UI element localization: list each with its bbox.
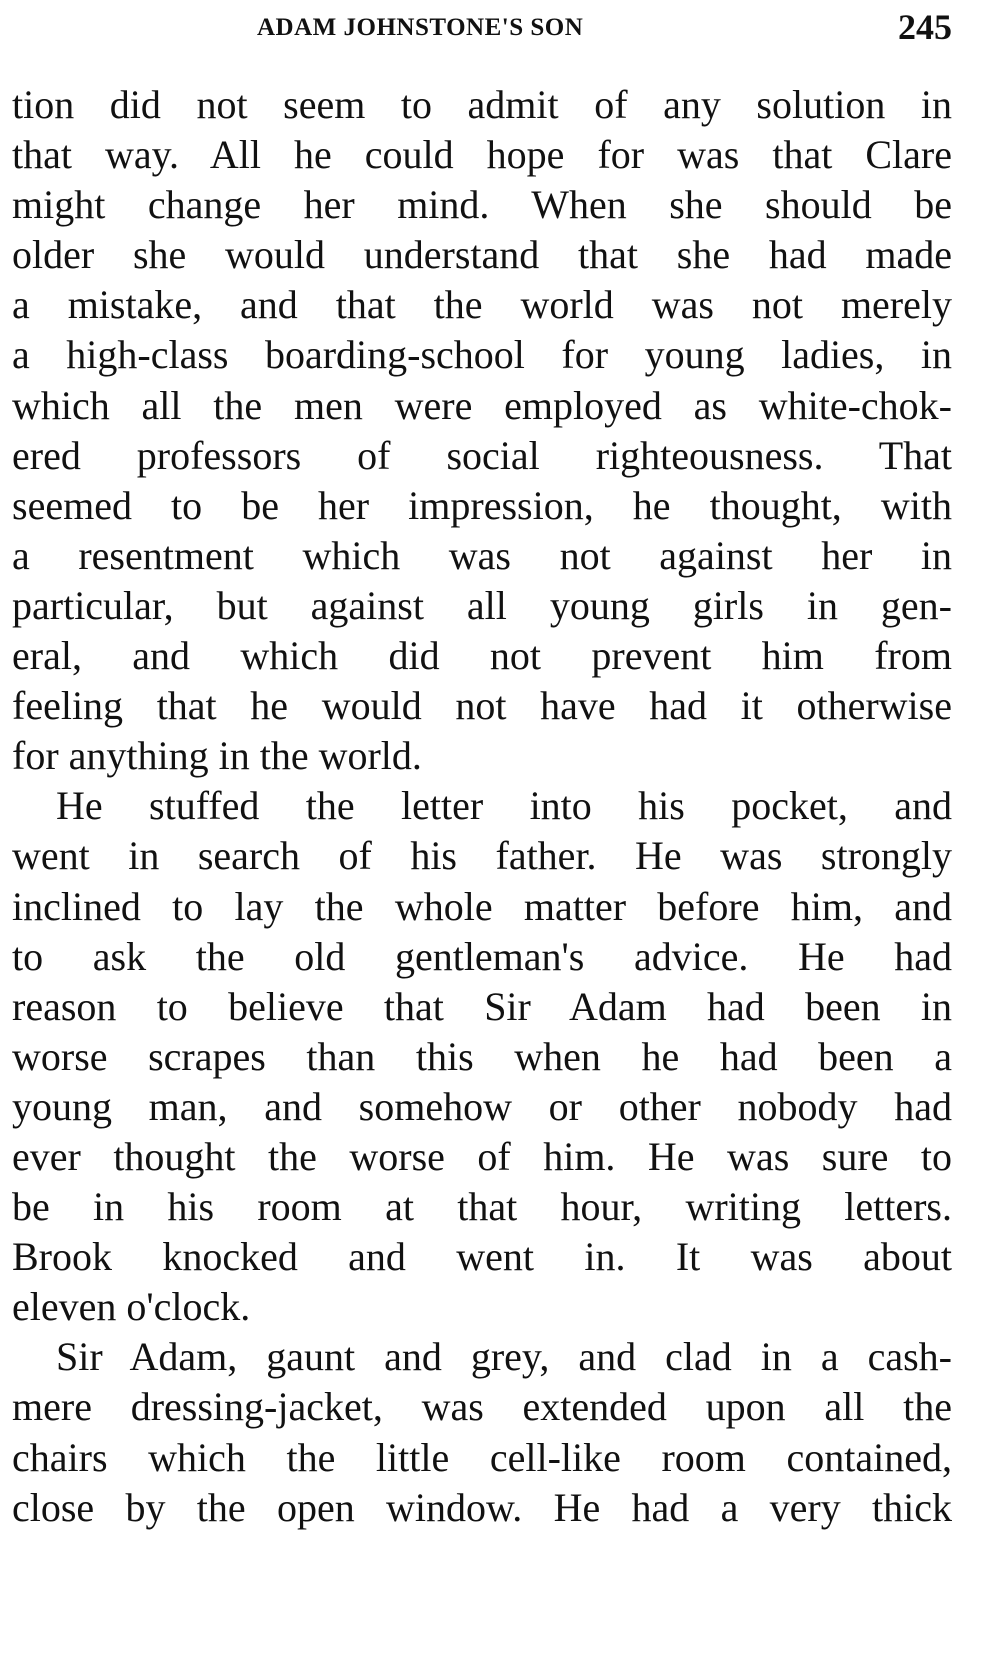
text-line: reason to believe that Sir Adam had been in — [12, 983, 952, 1029]
text-line: young man, and somehow or other nobody had — [12, 1083, 952, 1129]
text-line: that way. All he could hope for was that Clare — [12, 132, 952, 178]
text-line: mere dressing-jacket, was extended upon all the — [12, 1384, 952, 1430]
text-line: ever thought the worse of him. He was sure to — [12, 1133, 952, 1179]
body-text — [12, 80, 952, 1533]
text-line: which all the men were employed as white-chok- — [12, 382, 952, 428]
running-title: ADAM JOHNSTONE'S SON — [257, 14, 584, 41]
paragraph-3 — [12, 1332, 952, 1532]
text-line: particular, but against all young girls in gen- — [12, 582, 952, 628]
paragraph-1 — [12, 80, 952, 781]
text-line: tion did not seem to admit of any solution in — [12, 82, 952, 127]
text-line: worse scrapes than this when he had been a — [12, 1033, 952, 1079]
page-number: 245 — [898, 7, 952, 47]
running-head — [12, 6, 952, 58]
text-line: chairs which the little cell-like room contained, — [12, 1434, 952, 1480]
text-line: a high-class boarding-school for young ladies, in — [12, 332, 952, 378]
text-line: might change her mind. When she should be — [12, 182, 952, 228]
paragraph-2 — [12, 781, 952, 1332]
text-line: went in search of his father. He was strongly — [12, 833, 952, 879]
text-line: ered professors of social righteousness. That — [12, 432, 952, 478]
text-line: close by the open window. He had a very thick — [12, 1484, 952, 1530]
text-line: be in his room at that hour, writing letters. — [12, 1184, 952, 1230]
text-line: to ask the old gentleman's advice. He had — [12, 933, 952, 979]
text-line: feeling that he would not have had it otherwise — [12, 683, 952, 729]
text-line: for anything in the world. — [12, 733, 422, 779]
text-line: inclined to lay the whole matter before him, and — [12, 883, 952, 929]
text-line: Sir Adam, gaunt and grey, and clad in a cash- — [56, 1334, 952, 1380]
text-line: eleven o'clock. — [12, 1284, 251, 1330]
text-line: older she would understand that she had made — [12, 232, 952, 278]
text-line: a mistake, and that the world was not merely — [12, 282, 952, 328]
text-line: He stuffed the letter into his pocket, and — [56, 783, 952, 829]
text-line: eral, and which did not prevent him from — [12, 633, 952, 679]
text-line: seemed to be her impression, he thought, with — [12, 482, 952, 528]
text-line: Brook knocked and went in. It was about — [12, 1234, 952, 1280]
text-line: a resentment which was not against her in — [12, 532, 952, 578]
